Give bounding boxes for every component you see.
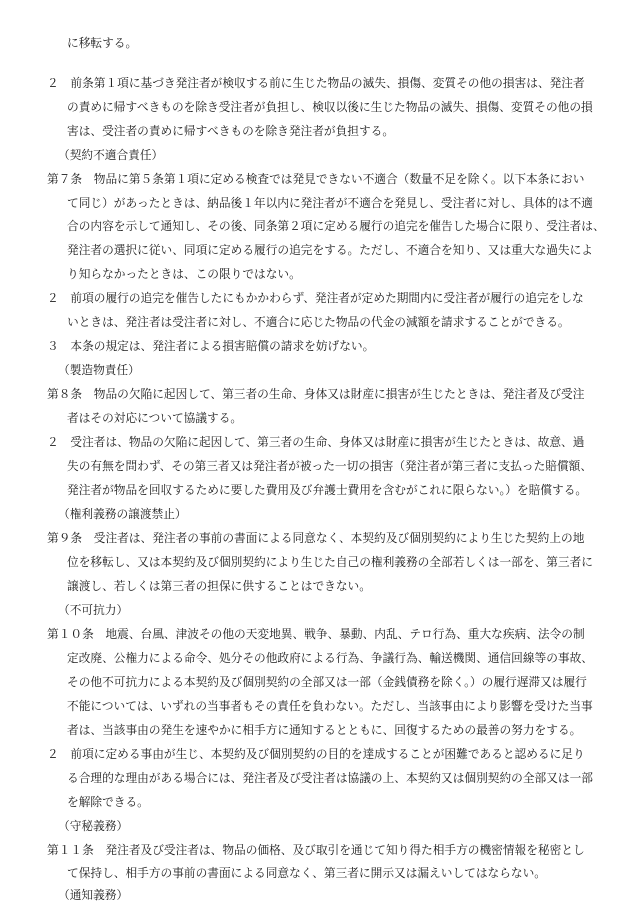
text-line: ２ 前項の履行の追完を催告したにもかかわらず、発注者が定めた期間内に受注者が履行の追完をしな — [47, 291, 584, 305]
section-heading: （通知義務） — [58, 888, 129, 902]
text-line: 第９条 受注者は、発注者の事前の書面による同意なく、本契約及び個別契約により生じた契約上の地 — [47, 531, 585, 545]
text-line: 不能については、いずれの当事者もその責任を負わない。ただし、当該事由により影響を受けた当事 — [67, 699, 593, 713]
section-heading: （製造物責任） — [58, 363, 140, 377]
section-heading: （守秘義務） — [58, 819, 129, 833]
text-line: て保持し、相手方の事前の書面による同意なく、第三者に開示又は漏えいしてはならない。 — [67, 866, 546, 880]
section-heading: （契約不適合責任） — [58, 148, 164, 162]
text-line: 失の有無を問わず、その第三者又は発注者が被った一切の損害（発注者が第三者に支払った賠償額、 — [67, 459, 593, 473]
section-heading: （権利義務の譲渡禁止） — [58, 507, 187, 521]
text-line: て同じ）があったときは、納品後１年以内に発注者が不適合を発見し、受注者に対し、具体的は不適 — [67, 196, 593, 210]
text-line: に移転する。 — [67, 36, 138, 50]
text-line: 者はその対応について協議する。 — [67, 411, 243, 425]
text-line: 譲渡し、若しくは第三者の担保に供することはできない。 — [67, 579, 371, 593]
section-heading: （不可抗力） — [58, 603, 129, 617]
text-line: の責めに帰すべきものを除き受注者が負担し、検収以後に生じた物品の滅失、損傷、変質その他の損 — [67, 100, 593, 114]
text-line: を解除できる。 — [67, 795, 149, 809]
text-line: 者は、当該事由の発生を速やかに相手方に通知するとともに、回復するための最善の努力をする。 — [67, 723, 582, 737]
text-line: ２ 前条第１項に基づき発注者が検収する前に生じた物品の滅失、損傷、変質その他の損害は、発注者 — [47, 76, 585, 90]
text-line: り知らなかったときは、この限りではない。 — [67, 267, 301, 281]
text-line: 害は、受注者の責めに帰すべきものを除き発注者が負担する。 — [67, 124, 395, 138]
text-line: 定改廃、公権力による命令、処分その他政府による行為、争議行為、輸送機関、通信回線等の事故、 — [67, 651, 593, 665]
text-line: 第１０条 地震、台風、津波その他の天変地異、戦争、暴動、内乱、テロ行為、重大な疾病、法令の制 — [47, 627, 585, 641]
text-line: 合の内容を示して通知し、その後、同条第２項に定める履行の追完を催告した場合に限り、受注者は、 — [67, 219, 605, 233]
text-line: 第８条 物品の欠陥に起因して、第三者の生命、身体又は財産に損害が生じたときは、発注者及び受注 — [47, 387, 585, 401]
text-line: ３ 本条の規定は、発注者による損害賠償の請求を妨げない。 — [47, 339, 375, 353]
text-line: る合理的な理由がある場合には、発注者及び受注者は協議の上、本契約又は個別契約の全部又は一部 — [67, 771, 593, 785]
text-line: 位を移転し、又は本契約及び個別契約により生じた自己の権利義務の全部若しくは一部を、第三者に — [67, 555, 593, 569]
text-line: 第７条 物品に第５条第１項に定める検査では発見できない不適合（数量不足を除く。以下本条におい — [47, 172, 585, 186]
text-line: ２ 受注者は、物品の欠陥に起因して、第三者の生命、身体又は財産に損害が生じたときは、故意、過 — [47, 435, 585, 449]
text-line: その他不可抗力による本契約及び個別契約の全部又は一部（金銭債務を除く。）の履行遅滞又は履行 — [67, 675, 587, 689]
text-line: 第１１条 発注者及び受注者は、物品の価格、及び取引を通じて知り得た相手方の機密情報を秘密とし — [47, 843, 585, 857]
text-line: 発注者が物品を回収するために要した費用及び弁護士費用を含むがこれに限らない。）を賠償する。 — [67, 483, 588, 497]
text-line: ２ 前項に定める事由が生じ、本契約及び個別契約の目的を達成することが困難であると認めるに足り — [47, 747, 585, 761]
text-line: いときは、発注者は受注者に対し、不適合に応じた物品の代金の減額を請求することができる。 — [67, 315, 570, 329]
text-line: 発注者の選択に従い、同項に定める履行の追完をする。ただし、不適合を知り、又は重大な過失によ — [67, 243, 593, 257]
